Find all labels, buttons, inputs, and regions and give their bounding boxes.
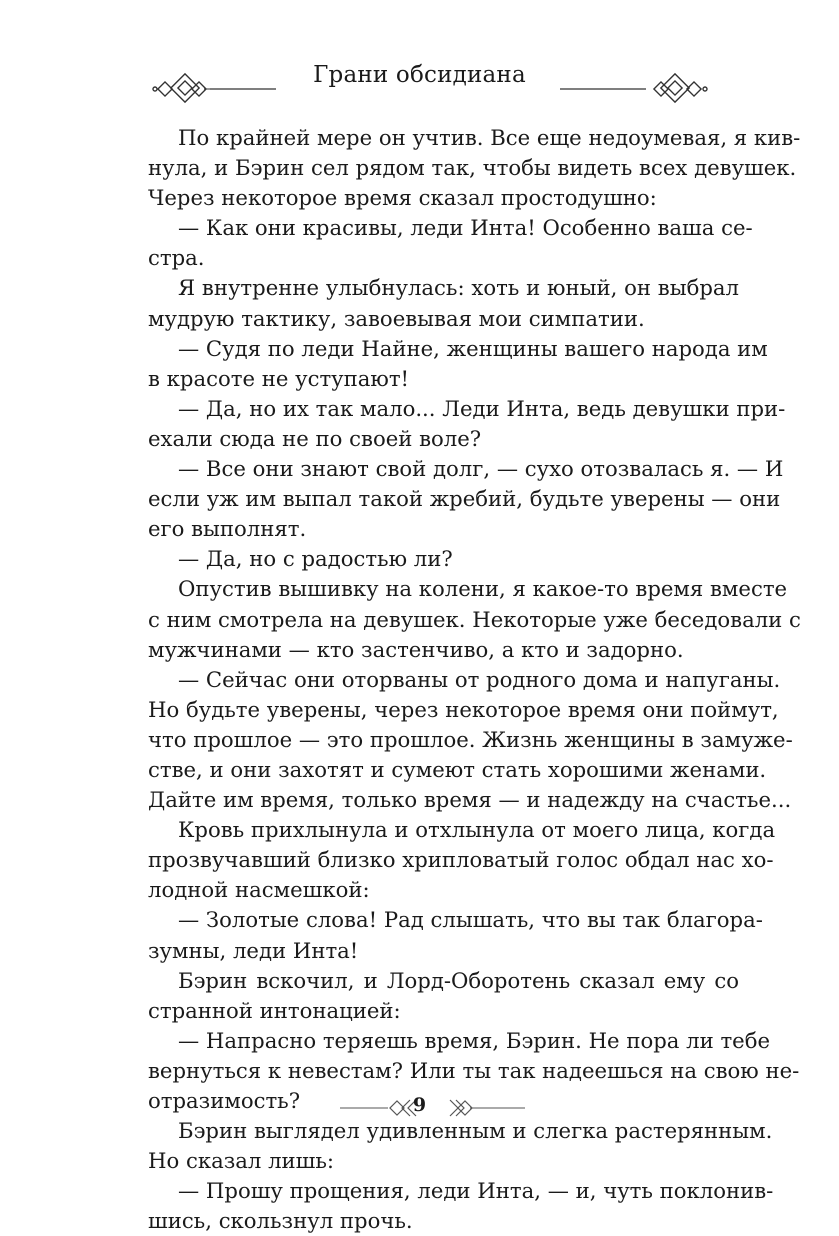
text-line: Через некоторое время сказал простодушно: xyxy=(148,185,657,211)
text-line: Дайте им время, только время — и надежду на счастье... xyxy=(148,787,792,813)
text-line: стве, и они захотят и сумеют стать хорошими женами. xyxy=(148,756,767,782)
text-line: — Золотые слова! Рад слышать, что вы так благора- xyxy=(178,907,763,933)
text-line: — Напрасно теряешь время, Бэрин. Не пора ли тебе xyxy=(178,1027,771,1053)
text-line: нула, и Бэрин сел рядом так, чтобы видеть всех девушек. xyxy=(148,155,797,181)
text-line: Бэрин вскочил, и Лорд-Оборотень сказал ему со xyxy=(178,967,739,993)
text-line: Кровь прихлынула и отхлынула от моего лица, когда xyxy=(178,817,776,843)
text-line: — Все они знают свой долг, — сухо отозвалась я. — И xyxy=(178,456,784,482)
text-line: стра. xyxy=(148,245,205,271)
text-line: отразимость? xyxy=(148,1088,301,1113)
text-line: Я внутренне улыбнулась: хоть и юный, он выбрал xyxy=(178,275,739,301)
text-line: его выполнят. xyxy=(148,516,307,542)
text-line: в красоте не уступают! xyxy=(148,365,410,391)
running-title: Грани обсидиана xyxy=(313,62,526,88)
running-header xyxy=(0,56,839,112)
text-line: — Судя по леди Найне, женщины вашего народа им xyxy=(178,335,768,361)
text-line: если уж им выпал такой жребий, будьте уверены — они xyxy=(148,486,781,512)
page-footer xyxy=(0,1088,839,1128)
text-line: — Да, но их так мало... Леди Инта, ведь девушки при- xyxy=(178,395,786,421)
text-line: Опустив вышивку на колени, я какое-то время вместе xyxy=(178,576,788,602)
text-line: что прошлое — это прошлое. Жизнь женщины в замуже- xyxy=(148,726,793,752)
text-line: Но сказал лишь: xyxy=(148,1148,335,1174)
text-line: мудрую тактику, завоевывая мои симпатии. xyxy=(148,305,645,331)
text-line: прозвучавший близко хрипловатый голос обдал нас хо- xyxy=(148,847,774,873)
text-line: мужчинами — кто застенчиво, а кто и задорно. xyxy=(148,636,684,662)
body-text xyxy=(148,123,801,1236)
text-line: — Сейчас они оторваны от родного дома и напуганы. xyxy=(178,666,781,692)
text-line: — Да, но с радостью ли? xyxy=(178,546,453,572)
text-line: По крайней мере он учтив. Все еще недоумевая, я кив- xyxy=(178,125,801,150)
text-line: шись, скользнул прочь. xyxy=(148,1208,413,1234)
text-line: вернуться к невестам? Или ты так надеешься на свою не- xyxy=(148,1057,800,1083)
text-line: Бэрин выглядел удивленным и слегка растерянным. xyxy=(178,1118,773,1144)
page-number: 9 xyxy=(412,1094,427,1116)
text-line: с ним смотрела на девушек. Некоторые уже беседовали с xyxy=(148,606,801,632)
text-line: зумны, леди Инта! xyxy=(148,937,359,963)
text-line: Но будьте уверены, через некоторое время они поймут, xyxy=(148,696,779,722)
text-line: — Как они красивы, леди Инта! Особенно ваша се- xyxy=(178,215,753,241)
text-line: лодной насмешкой: xyxy=(148,877,370,903)
text-line: странной интонацией: xyxy=(148,997,401,1023)
text-line: — Прошу прощения, леди Инта, — и, чуть поклонив- xyxy=(178,1178,774,1204)
text-line: ехали сюда не по своей воле? xyxy=(148,425,482,451)
